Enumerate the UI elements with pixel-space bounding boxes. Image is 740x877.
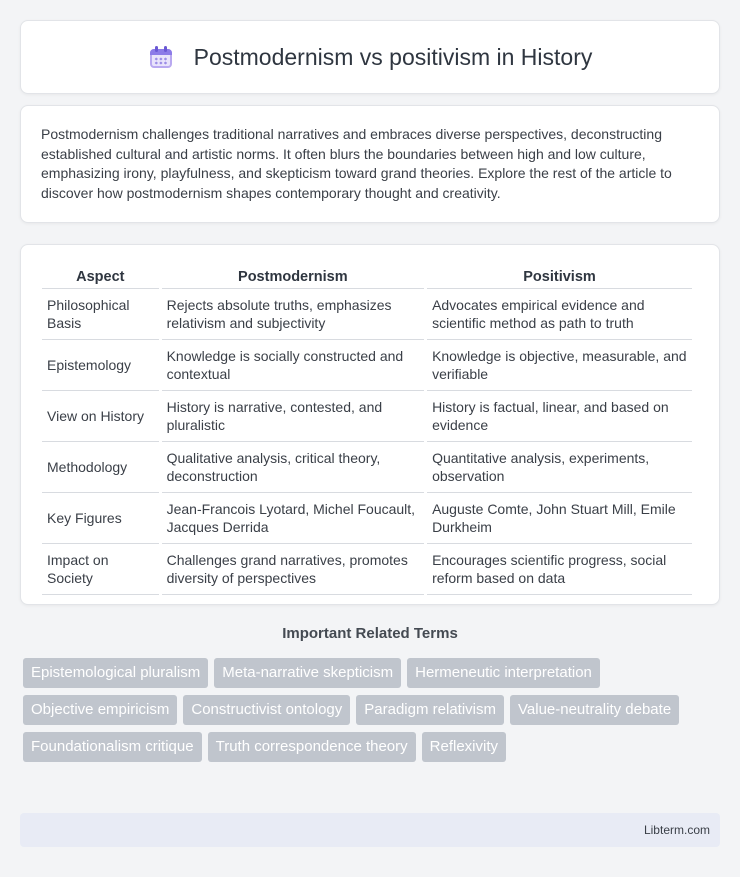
table-row	[42, 493, 692, 544]
column-header-positivism: Positivism	[427, 265, 692, 289]
table-header-row	[42, 265, 692, 289]
positivism-cell: Advocates empirical evidence and scientific method as path to truth	[427, 289, 692, 340]
term-chip[interactable]: Constructivist ontology	[183, 695, 350, 725]
term-chip[interactable]: Value-neutrality debate	[510, 695, 679, 725]
aspect-cell: Key Figures	[42, 493, 159, 544]
term-chip[interactable]: Reflexivity	[422, 732, 506, 762]
comparison-table-card	[20, 244, 720, 605]
table-row	[42, 442, 692, 493]
table-row	[42, 544, 692, 595]
postmodernism-cell: Challenges grand narratives, promotes diversity of perspectives	[162, 544, 424, 595]
related-terms-list	[23, 658, 703, 762]
footer	[20, 813, 720, 847]
term-chip[interactable]: Epistemological pluralism	[23, 658, 208, 688]
header	[148, 44, 593, 71]
page-title: Postmodernism vs positivism in History	[193, 43, 593, 70]
calendar-icon	[148, 44, 174, 70]
positivism-cell: Quantitative analysis, experiments, observation	[427, 442, 692, 493]
postmodernism-cell: Rejects absolute truths, emphasizes relativism and subjectivity	[162, 289, 424, 340]
term-chip[interactable]: Hermeneutic interpretation	[407, 658, 600, 688]
positivism-cell: Knowledge is objective, measurable, and verifiable	[427, 340, 692, 391]
term-chip[interactable]: Truth correspondence theory	[208, 732, 416, 762]
aspect-cell: Methodology	[42, 442, 159, 493]
aspect-cell: Epistemology	[42, 340, 159, 391]
header-card	[20, 20, 720, 94]
term-chip[interactable]: Objective empiricism	[23, 695, 177, 725]
term-chip[interactable]: Paradigm relativism	[356, 695, 504, 725]
term-chip[interactable]: Meta-narrative skepticism	[214, 658, 401, 688]
related-terms-title: Important Related Terms	[282, 625, 458, 642]
term-chip[interactable]: Foundationalism critique	[23, 732, 202, 762]
positivism-cell: History is factual, linear, and based on evidence	[427, 391, 692, 442]
aspect-cell: Impact on Society	[42, 544, 159, 595]
postmodernism-cell: History is narrative, contested, and pluralistic	[162, 391, 424, 442]
postmodernism-cell: Knowledge is socially constructed and contextual	[162, 340, 424, 391]
column-header-aspect: Aspect	[42, 265, 159, 289]
comparison-table	[39, 265, 695, 595]
table-row	[42, 391, 692, 442]
intro-card	[20, 105, 720, 223]
aspect-cell: Philosophical Basis	[42, 289, 159, 340]
postmodernism-cell: Qualitative analysis, critical theory, deconstruction	[162, 442, 424, 493]
positivism-cell: Encourages scientific progress, social reform based on data	[427, 544, 692, 595]
footer-site-link[interactable]: Libterm.com	[643, 823, 710, 837]
table-row	[42, 340, 692, 391]
aspect-cell: View on History	[42, 391, 159, 442]
intro-paragraph: Postmodernism challenges traditional narratives and embraces diverse perspectives, deconstructing established cultural and artistic norms. It often blurs the boundaries between high and low culture, emphasizing irony, playfulness, and skepticism toward grand theories. Explore the rest of the article to discover how postmodernism shapes contemporary thought and creativity.	[41, 126, 672, 201]
postmodernism-cell: Jean-Francois Lyotard, Michel Foucault, Jacques Derrida	[162, 493, 424, 544]
positivism-cell: Auguste Comte, John Stuart Mill, Emile Durkheim	[427, 493, 692, 544]
table-row	[42, 289, 692, 340]
column-header-postmodernism: Postmodernism	[162, 265, 424, 289]
